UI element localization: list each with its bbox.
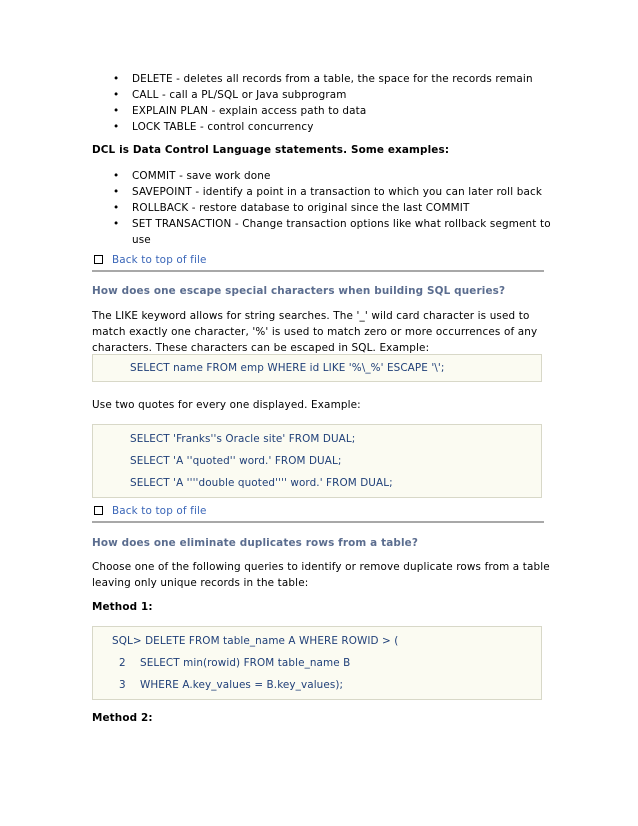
list-item: • SET TRANSACTION - Change transaction options like what rollback segment to use xyxy=(113,218,551,246)
code-line: SELECT name FROM emp WHERE id LIKE '%\_%' ESCAPE '\'; xyxy=(130,362,445,374)
question-heading: How does one escape special characters when building SQL queries? xyxy=(92,285,506,297)
dml-statement-list xyxy=(92,71,533,135)
list-item: • COMMIT - save work done xyxy=(113,170,271,182)
list-item: • LOCK TABLE - control concurrency xyxy=(113,121,314,133)
list-item: • ROLLBACK - restore database to original since the last COMMIT xyxy=(113,202,470,214)
dcl-heading: DCL is Data Control Language statements. Some examples: xyxy=(92,144,450,156)
list-item: • SAVEPOINT - identify a point in a transaction to which you can later roll back xyxy=(113,186,542,198)
method-1-label: Method 1: xyxy=(92,601,153,613)
code-block xyxy=(92,354,542,382)
back-to-top-row xyxy=(92,252,544,272)
checkbox-icon xyxy=(94,255,103,264)
paragraph: Use two quotes for every one displayed. Example: xyxy=(92,399,361,411)
code-line: SELECT 'A ''''double quoted'''' word.' FROM DUAL; xyxy=(130,477,393,489)
line-number: 2 xyxy=(119,657,126,669)
dcl-statement-list xyxy=(92,168,552,248)
paragraph: The LIKE keyword allows for string searches. The '_' wild card character is used to match exactly one character, '%' is used to match zero or more occurrences of any characters. These characters can be escaped in SQL. Example: xyxy=(92,310,538,354)
list-item: • DELETE - deletes all records from a table, the space for the records remain xyxy=(113,73,533,85)
method-2-label: Method 2: xyxy=(92,712,153,724)
code-line: SQL> DELETE FROM table_name A WHERE ROWID > ( xyxy=(112,635,399,647)
code-line: SELECT 'A ''quoted'' word.' FROM DUAL; xyxy=(130,455,342,467)
code-block xyxy=(92,626,542,700)
list-item: • CALL - call a PL/SQL or Java subprogram xyxy=(113,89,347,101)
code-line: WHERE A.key_values = B.key_values); xyxy=(140,679,344,691)
question-heading: How does one eliminate duplicates rows from a table? xyxy=(92,537,419,549)
paragraph: Choose one of the following queries to identify or remove duplicate rows from a table leaving only unique records in the table: xyxy=(92,561,550,589)
back-to-top-link[interactable]: Back to top of file xyxy=(112,254,207,266)
line-number: 3 xyxy=(119,679,126,691)
code-line: SELECT min(rowid) FROM table_name B xyxy=(140,657,351,669)
checkbox-icon xyxy=(94,506,103,515)
list-item: • EXPLAIN PLAN - explain access path to data xyxy=(113,105,367,117)
back-to-top-link[interactable]: Back to top of file xyxy=(112,505,207,517)
code-block xyxy=(92,424,542,498)
code-line: SELECT 'Franks''s Oracle site' FROM DUAL; xyxy=(130,433,356,445)
back-to-top-row xyxy=(92,503,544,523)
